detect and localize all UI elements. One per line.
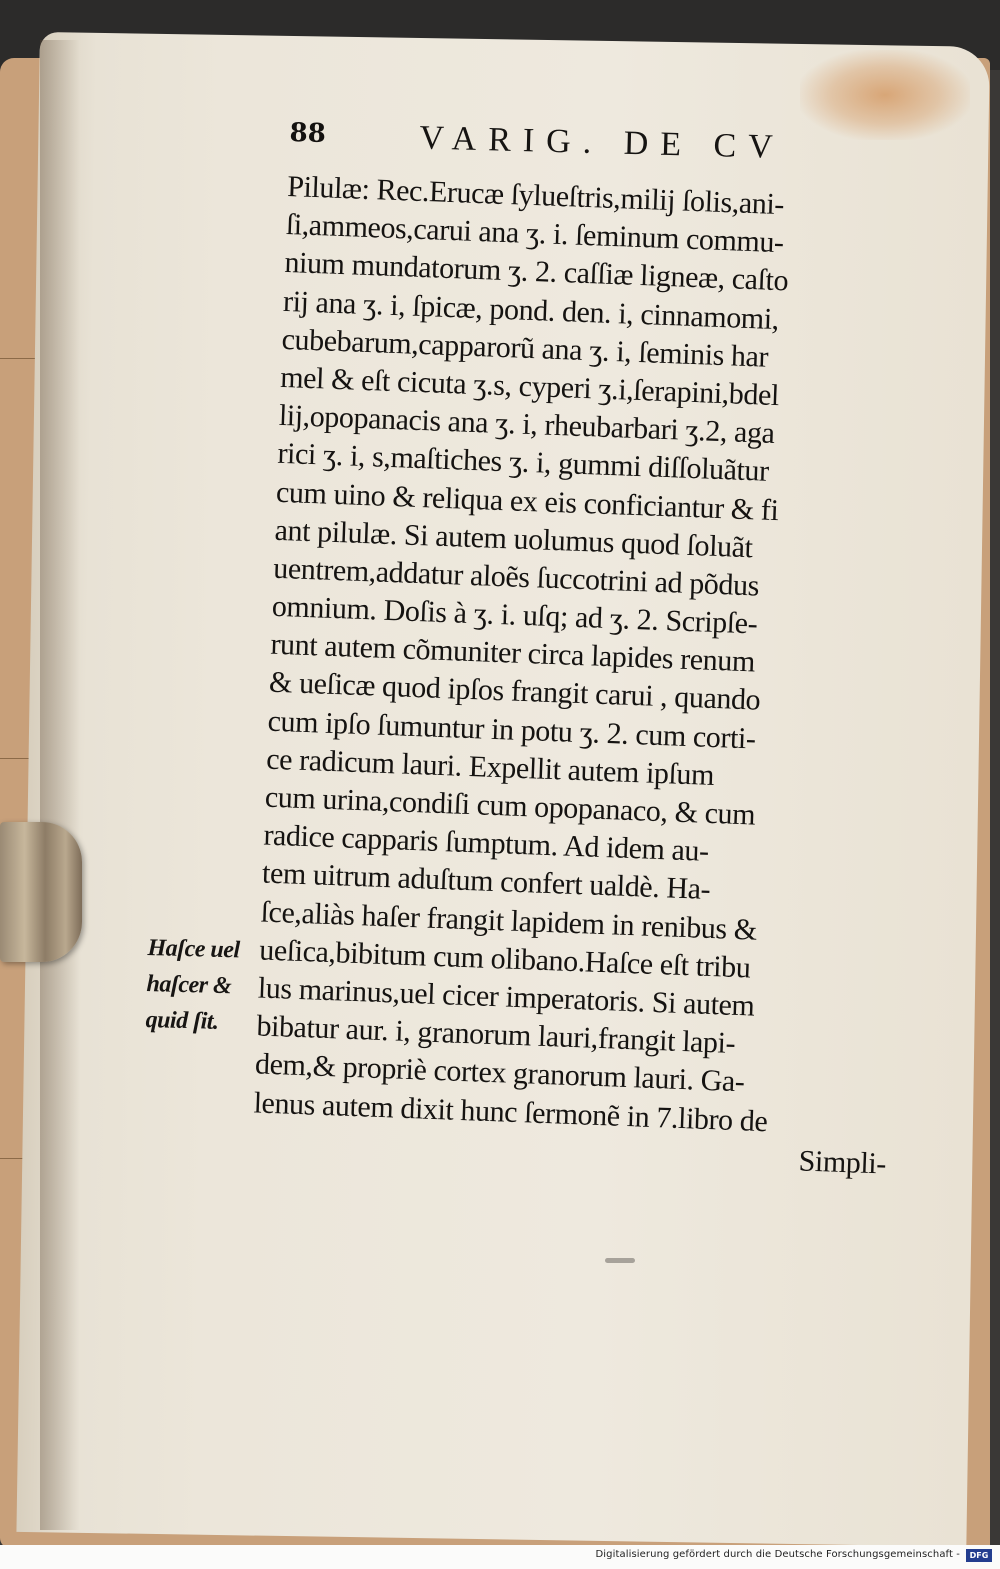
text-line: ueſica,bibitum cum olibano.Haſce eſt tribu: [258, 933, 752, 985]
text-line: cum urina,condiſi cum opopanaco, & cum: [264, 780, 756, 832]
text-line: cubebarum,capparorũ ana ʒ. i, ſeminis har: [281, 322, 769, 374]
text-line: ce radicum lauri. Expellit autem ipſum: [265, 742, 715, 792]
text-line: bibatur aur. i, granorum lauri,frangit lapi-: [255, 1009, 736, 1061]
text-line: & ueſicæ quod ipſos frangit carui , quando: [268, 666, 761, 718]
body-text: [252, 168, 938, 1184]
catchword: Simpli-: [798, 1144, 887, 1181]
page-number: 88: [289, 118, 327, 149]
text-line: Pilulæ: Rec.Erucæ ſylueſtris,milij ſolis,ani-: [286, 169, 785, 222]
text-line: runt autem cõmuniter circa lapides renum: [269, 627, 756, 679]
gutter-shadow: [40, 40, 80, 1530]
text-line: cum ipſo ſumuntur in potu ʒ. 2. cum corti-: [267, 704, 757, 756]
running-head: VARIG. DE CV: [419, 119, 786, 166]
page-stain: [800, 50, 970, 140]
text-line: lus marinus,uel cicer imperatoris. Si autem: [257, 971, 756, 1023]
text-line: radice capparis ſumptum. Ad idem au-: [262, 818, 710, 869]
text-line: lenus autem dixit hunc ſermonẽ in 7.libro de: [253, 1085, 768, 1138]
marginal-note: [145, 930, 278, 1041]
page-clip: [0, 822, 82, 962]
text-line: tem uitrum aduſtum confert ualdè. Ha-: [261, 856, 711, 907]
dfg-logo: DFG: [966, 1549, 992, 1562]
text-line: ſce,aliàs haſer frangit lapidem in renibus &: [260, 895, 758, 947]
ink-smudge: [605, 1258, 635, 1263]
text-line: mel & eſt cicuta ʒ.s, cyperi ʒ.i,ſerapini,bdel: [279, 360, 780, 413]
text-line: nium mundatorum ʒ. 2. caſſiæ ligneæ, caſto: [283, 246, 789, 298]
footer-credit: Digitalisierung gefördert durch die Deutsche Forschungsgemeinschaft -: [595, 1549, 960, 1560]
marginal-note-line: quid ſit.: [145, 1006, 219, 1035]
text-line: cum uino & reliqua ex eis conficiantur & fi: [275, 475, 780, 527]
marginal-note-line: haſcer &: [146, 970, 232, 1000]
text-line: lij,opopanacis ana ʒ. i, rheubarbari ʒ.2, aga: [278, 398, 776, 451]
text-line: ant pilulæ. Si autem uolumus quod ſoluãt: [274, 513, 754, 564]
text-line: ſi,ammeos,carui ana ʒ. i. ſeminum commu-: [285, 208, 785, 260]
text-line: rij ana ʒ. i, ſpicæ, pond. den. i, cinnamomi,: [282, 284, 780, 336]
text-line: omnium. Doſis à ʒ. i. uſq; ad ʒ. 2. Scripſe-: [271, 589, 758, 641]
marginal-note-line: Haſce uel: [147, 934, 240, 964]
text-line: uentrem,addatur aloẽs ſuccotrini ad põdus: [272, 551, 760, 603]
text-line: dem,& propriè cortex granorum lauri. Ga-: [254, 1047, 746, 1099]
text-line: rici ʒ. i, s,maſtiches ʒ. i, gummi diſſoluãtur: [276, 437, 770, 489]
